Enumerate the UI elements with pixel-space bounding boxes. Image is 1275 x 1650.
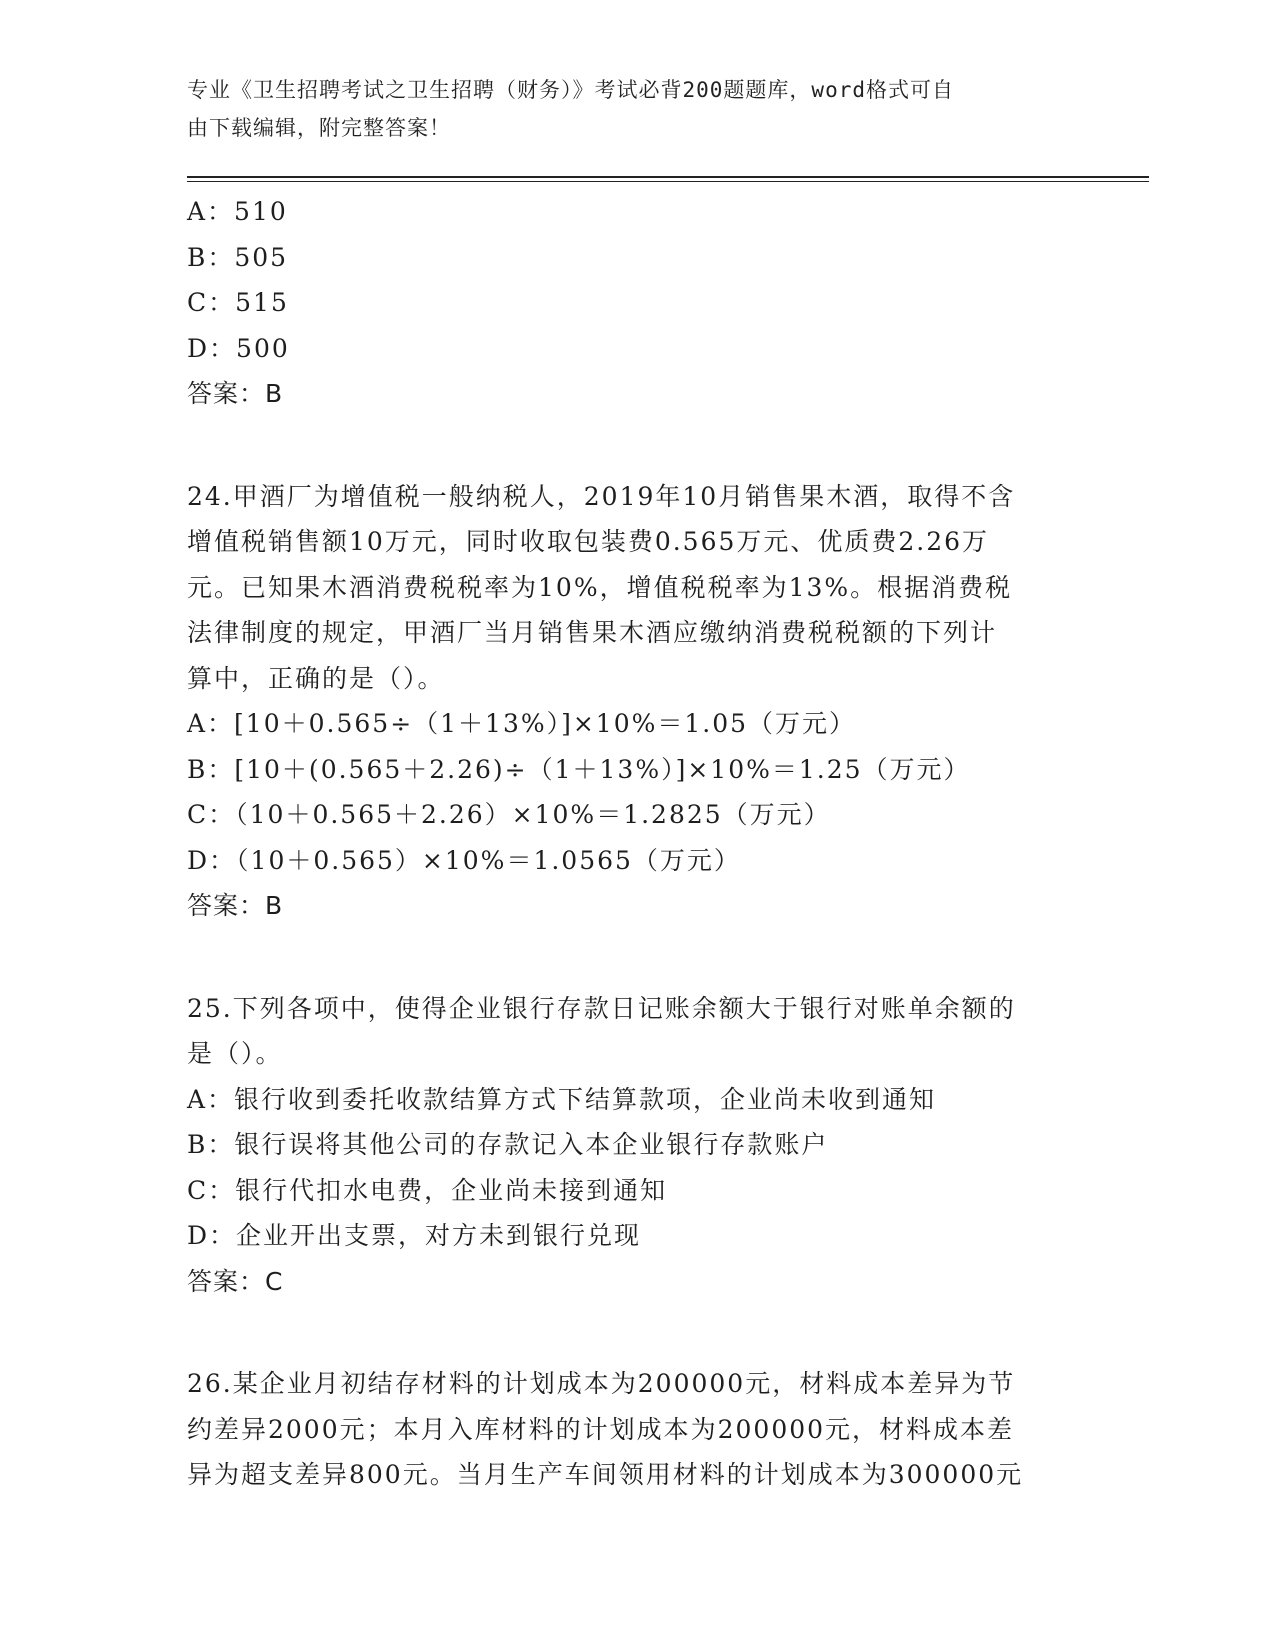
stem-line: 异为超支差异800元。当月生产车间领用材料的计划成本为300000元 <box>187 1460 1024 1489</box>
answer-line: 答案：C <box>187 1266 284 1296</box>
stem-line: 25.下列各项中，使得企业银行存款日记账余额大于银行对账单余额的 <box>187 993 1016 1023</box>
header-divider <box>187 176 1149 178</box>
stem-line: 是（）。 <box>187 1039 283 1068</box>
option-a: A：银行收到委托收款结算方式下结算款项，企业尚未收到通知 <box>187 1084 937 1114</box>
stem-line: 约差异2000元；本月入库材料的计划成本为200000元，材料成本差 <box>187 1414 1015 1444</box>
option-b: B：505 <box>187 242 289 272</box>
header-line: 由下载编辑，附完整答案！ <box>187 116 451 140</box>
question-stem <box>187 1361 1067 1498</box>
question-25 <box>187 986 1067 1305</box>
stem-line: 元。已知果木酒消费税税率为10%，增值税税率为13%。根据消费税 <box>187 572 1013 602</box>
answer-line: 答案：B <box>187 891 284 920</box>
stem-line: 法律制度的规定，甲酒厂当月销售果木酒应缴纳消费税税额的下列计 <box>187 618 998 647</box>
question-list <box>187 189 1067 1498</box>
stem-line: 算中，正确的是（）。 <box>187 663 445 693</box>
document-header <box>187 71 1067 147</box>
header-line: 专业《卫生招聘考试之卫生招聘（财务）》考试必背200题题库，word格式可自 <box>187 78 954 102</box>
stem-line: 增值税销售额10万元，同时收取包装费0.565万元、优质费2.26万 <box>187 527 990 556</box>
question-stem <box>187 474 1067 702</box>
option-b: B：银行误将其他公司的存款记入本企业银行存款账户 <box>187 1130 829 1159</box>
option-c: C：银行代扣水电费，企业尚未接到通知 <box>187 1175 668 1205</box>
option-d: D：500 <box>187 333 290 363</box>
stem-line: 24.甲酒厂为增值税一般纳税人，2019年10月销售果木酒，取得不含 <box>187 481 1016 511</box>
option-d: D：企业开出支票，对方未到银行兑现 <box>187 1221 642 1250</box>
answer-line: 答案：B <box>187 379 284 408</box>
header-divider-thin <box>187 181 1149 182</box>
question-stem <box>187 986 1067 1077</box>
spacer <box>187 929 1067 986</box>
spacer <box>187 1304 1067 1361</box>
question-24 <box>187 474 1067 929</box>
option-d: D：（10＋0.565）×10%＝1.0565（万元） <box>187 845 741 875</box>
spacer <box>187 417 1067 474</box>
stem-line: 26.某企业月初结存材料的计划成本为200000元，材料成本差异为节 <box>187 1369 1016 1398</box>
option-a: A：510 <box>187 197 288 226</box>
option-c: C：（10＋0.565＋2.26）×10%＝1.2825（万元） <box>187 800 831 829</box>
option-c: C：515 <box>187 288 289 317</box>
question-23 <box>187 189 1067 417</box>
question-26 <box>187 1361 1067 1498</box>
option-a: A：[10＋0.565÷（1＋13%）]×10%＝1.05（万元） <box>187 709 857 738</box>
option-b: B：[10＋(0.565＋2.26)÷（1＋13%）]×10%＝1.25（万元） <box>187 754 971 784</box>
